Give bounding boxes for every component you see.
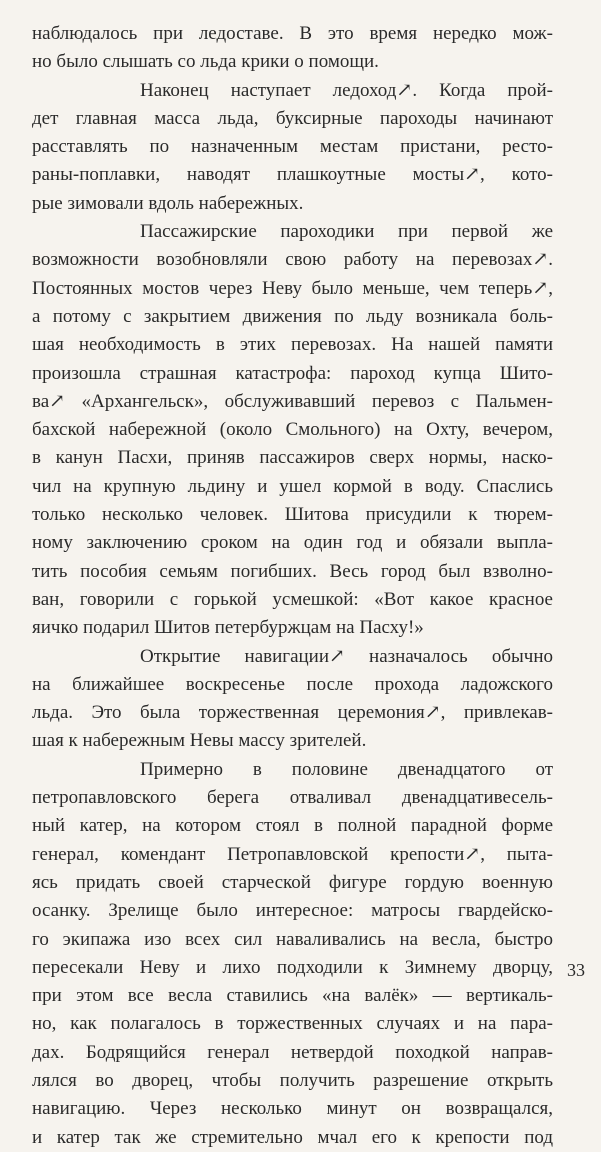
text-line: ный катер, на котором стоял в полной парадной форме	[32, 815, 553, 837]
text-line: навигацию. Через несколько минут он возвращался,	[32, 1098, 553, 1120]
text-line: го экипажа изо всех сил наваливались на весла, быстро	[32, 928, 553, 950]
text-line: Открытие навигации↗ назначалось обычно	[140, 645, 553, 667]
text-line: лялся во дворец, чтобы получить разрешение открыть	[32, 1069, 553, 1091]
text-line: но, как полагалось в торжественных случаях и на пара-	[32, 1013, 553, 1035]
text-line: петропавловского берега отваливал двенадцативесель-	[32, 787, 553, 809]
text-line: ному заключению сроком на один год и обязали выпла-	[32, 532, 553, 554]
page-number: 33	[567, 960, 585, 980]
text-line: рые зимовали вдоль набережных.	[32, 192, 304, 214]
text-line: пересекали Неву и лихо подходили к Зимнему дворцу,	[32, 956, 553, 978]
text-line: Примерно в половине двенадцатого от	[140, 758, 553, 780]
text-line: осанку. Зрелище было интересное: матросы гвардейско-	[32, 900, 553, 922]
text-line: чил на крупную льдину и ушел кормой в воду. Спаслись	[32, 475, 553, 497]
text-line: дет главная масса льда, буксирные пароходы начинают	[32, 107, 553, 129]
text-line: расставлять по назначенным местам пристани, ресто-	[32, 136, 553, 158]
text-line: яичко подарил Шитов петербуржцам на Пасху!»	[32, 617, 424, 639]
text-line: бахской набережной (около Смольного) на Охту, вечером,	[32, 419, 553, 441]
text-line: Наконец наступает ледоход↗. Когда прой-	[140, 79, 553, 101]
text-line: шая необходимость в этих перевозах. На нашей памяти	[32, 334, 553, 356]
text-line: произошла страшная катастрофа: пароход купца Шито-	[32, 362, 553, 384]
text-line: ясь придать своей старческой фигуре гордую военную	[32, 871, 553, 893]
text-line: а потому с закрытием движения по льду возникала боль-	[32, 305, 553, 327]
text-line: возможности возобновляли свою работу на перевозах↗.	[32, 249, 553, 271]
text-line: дах. Бодрящийся генерал нетвердой походкой направ-	[32, 1041, 553, 1063]
text-line: генерал, комендант Петропавловской крепости↗, пыта-	[32, 843, 553, 865]
text-line: ван, говорили с горькой усмешкой: «Вот какое красное	[32, 588, 553, 610]
text-line: наблюдалось при ледоставе. В это время нередко мож-	[32, 23, 553, 44]
text-line: Постоянных мостов через Неву было меньше, чем теперь↗,	[32, 277, 553, 299]
text-line: и катер так же стремительно мчал его к крепости под	[32, 1126, 553, 1148]
text-line: на ближайшее воскресенье после прохода ладожского	[32, 673, 553, 695]
text-line: раны-поплавки, наводят плашкоутные мосты↗, кото-	[32, 164, 553, 186]
text-line: только несколько человек. Шитова присудили к тюрем-	[32, 504, 553, 526]
text-line: льда. Это была торжественная церемония↗, привлекав-	[32, 702, 553, 724]
body-text	[32, 20, 553, 1152]
text-line: шая к набережным Невы массу зрителей.	[32, 730, 367, 752]
text-line: Пассажирские пароходики при первой же	[140, 221, 553, 243]
text-line: ва↗ «Архангельск», обслуживавший перевоз с Пальмен-	[32, 390, 553, 412]
text-line: в канун Пасхи, приняв пассажиров сверх нормы, наско-	[32, 447, 553, 469]
text-line: тить пособия семьям погибших. Весь город был взволно-	[32, 560, 553, 582]
text-line: но было слышать со льда крики о помощи.	[32, 51, 379, 73]
text-line: при этом все весла ставились «на валёк» — вертикаль-	[32, 985, 553, 1007]
